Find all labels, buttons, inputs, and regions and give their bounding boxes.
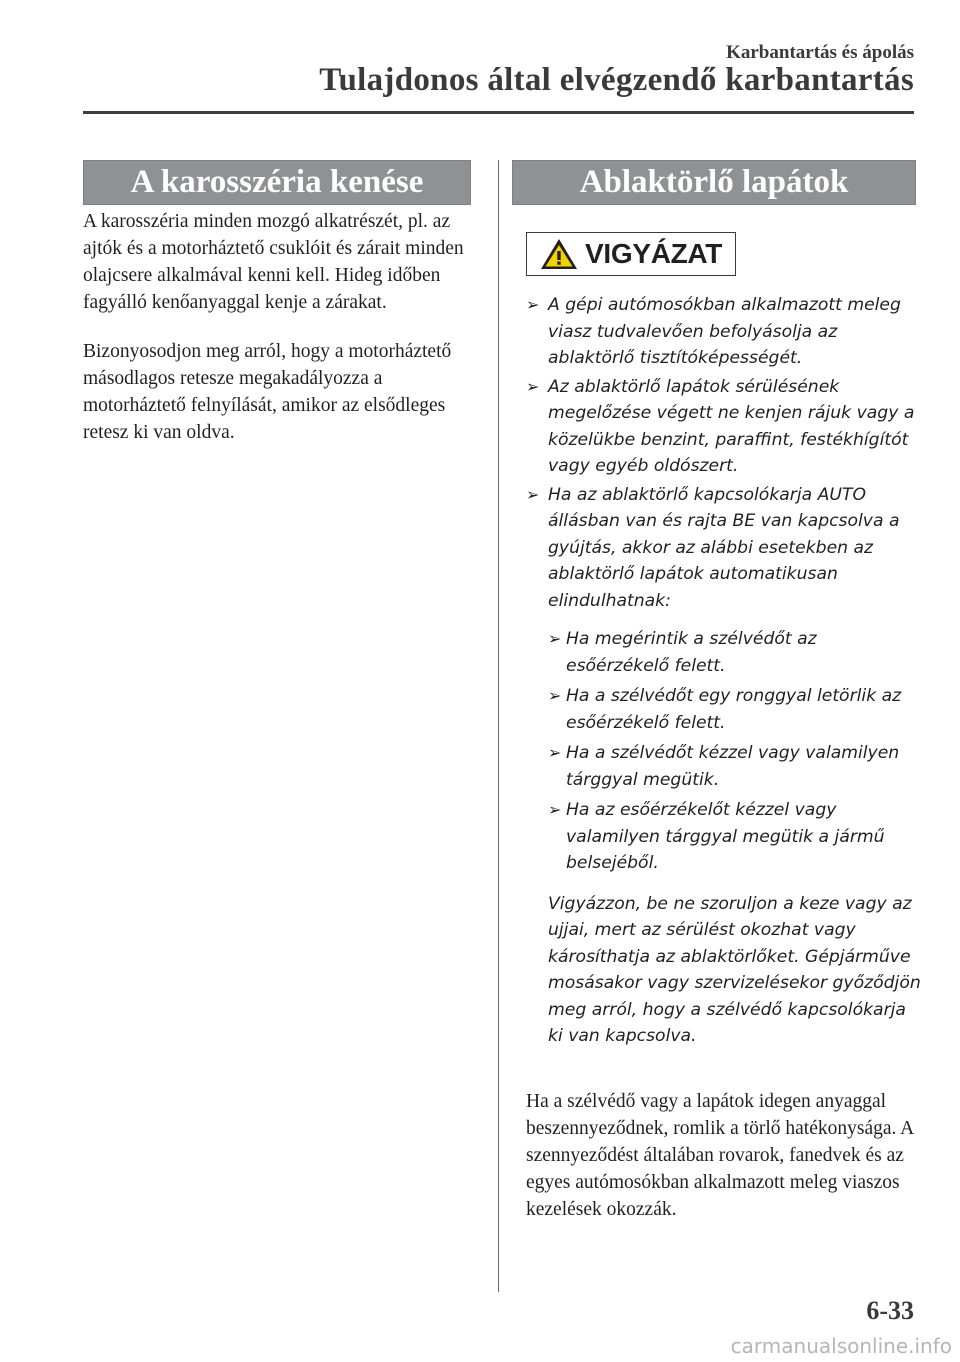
arrow-bullet-icon: ➢ [548, 800, 562, 819]
left-column-text [83, 208, 483, 468]
paragraph-contamination: Ha a szélvédő vagy a lapátok idegen anyaggal beszennyeződnek, romlik a törlő hatékonysága. A szennyeződést általában rovarok, fanedvek és az egyes autómosókban alkalmazott meleg viaszos kezelések okozzák. [526, 1091, 914, 1220]
list-item: ➢ Az ablaktörlő lapátok sérülésének megelőzése végett ne kenjen rájuk vagy a közelükbe benzint, paraffint, festékhígítót vagy egyéb oldószert. [526, 374, 922, 480]
sub-list-item: ➢ Ha az esőérzékelőt kézzel vagy valamilyen tárggyal megütik a jármű belsejéből. [548, 797, 922, 877]
sub-list-item: ➢ Ha a szélvédőt egy ronggyal letörlik az esőérzékelő felett. [548, 683, 922, 736]
caution-note: Vigyázzon, be ne szoruljon a keze vagy az ujjai, mert az sérülést okozhat vagy károsíthatja az ablaktörlőket. Gépjárműve mosásakor vagy szervizelésekor győződjön meg arról, hogy a szélvédő kapcsolókarja ki van kapcsolva. [548, 893, 921, 1046]
sub-list-item: ➢ Ha megérintik a szélvédőt az esőérzékelő felett. [548, 626, 922, 679]
paragraph-lubrication: A karosszéria minden mozgó alkatrészét, pl. az ajtók és a motorháztető csuklóit és zárait minden olajcsere alkalmával kenni kell. Hideg időben fagyálló kenőanyaggal kenje a zárakat. [83, 211, 464, 313]
column-divider [498, 160, 499, 1292]
arrow-bullet-icon: ➢ [548, 686, 562, 705]
paragraph-hood-latch: Bizonyosodjon meg arról, hogy a motorháztető másodlagos retesze megakadályozza a motorháztető felnyílását, amikor az elsődleges retesz ki van oldva. [83, 341, 452, 443]
warning-triangle-icon [539, 237, 579, 271]
watermark: carmanualsonline.info [730, 1334, 952, 1358]
page-number: 6-33 [866, 1296, 914, 1325]
page-title: Tulajdonos által elvégzendő karbantartás [319, 62, 914, 98]
warning-label: VIGYÁZAT [585, 238, 723, 269]
arrow-bullet-icon: ➢ [526, 295, 540, 314]
arrow-bullet-icon: ➢ [526, 376, 540, 396]
list-item: ➢ A gépi autómosókban alkalmazott meleg viasz tudvalevően befolyásolja az ablaktörlő tisztítóképességét. [526, 292, 922, 372]
sub-list-item: ➢ Ha a szélvédőt kézzel vagy valamilyen tárggyal megütik. [548, 740, 922, 793]
left-section-heading: A karosszéria kenése [83, 160, 471, 205]
list-item: ➢ Ha az ablaktörlő kapcsolókarja AUTO állásban van és rajta BE van kapcsolva a gyújtás, akkor az alábbi esetekben az ablaktörlő lapátok automatikusan elindulhatnak: [526, 482, 922, 615]
arrow-bullet-icon: ➢ [548, 629, 562, 648]
header-rule [83, 111, 914, 114]
warning-box [526, 232, 736, 276]
caution-content [526, 292, 922, 1050]
arrow-bullet-icon: ➢ [548, 743, 562, 762]
right-section-heading: Ablaktörlő lapátok [512, 160, 916, 205]
arrow-bullet-icon: ➢ [526, 484, 540, 504]
sub-list [548, 626, 922, 877]
section-subtitle: Karbantartás és ápolás [726, 42, 914, 63]
